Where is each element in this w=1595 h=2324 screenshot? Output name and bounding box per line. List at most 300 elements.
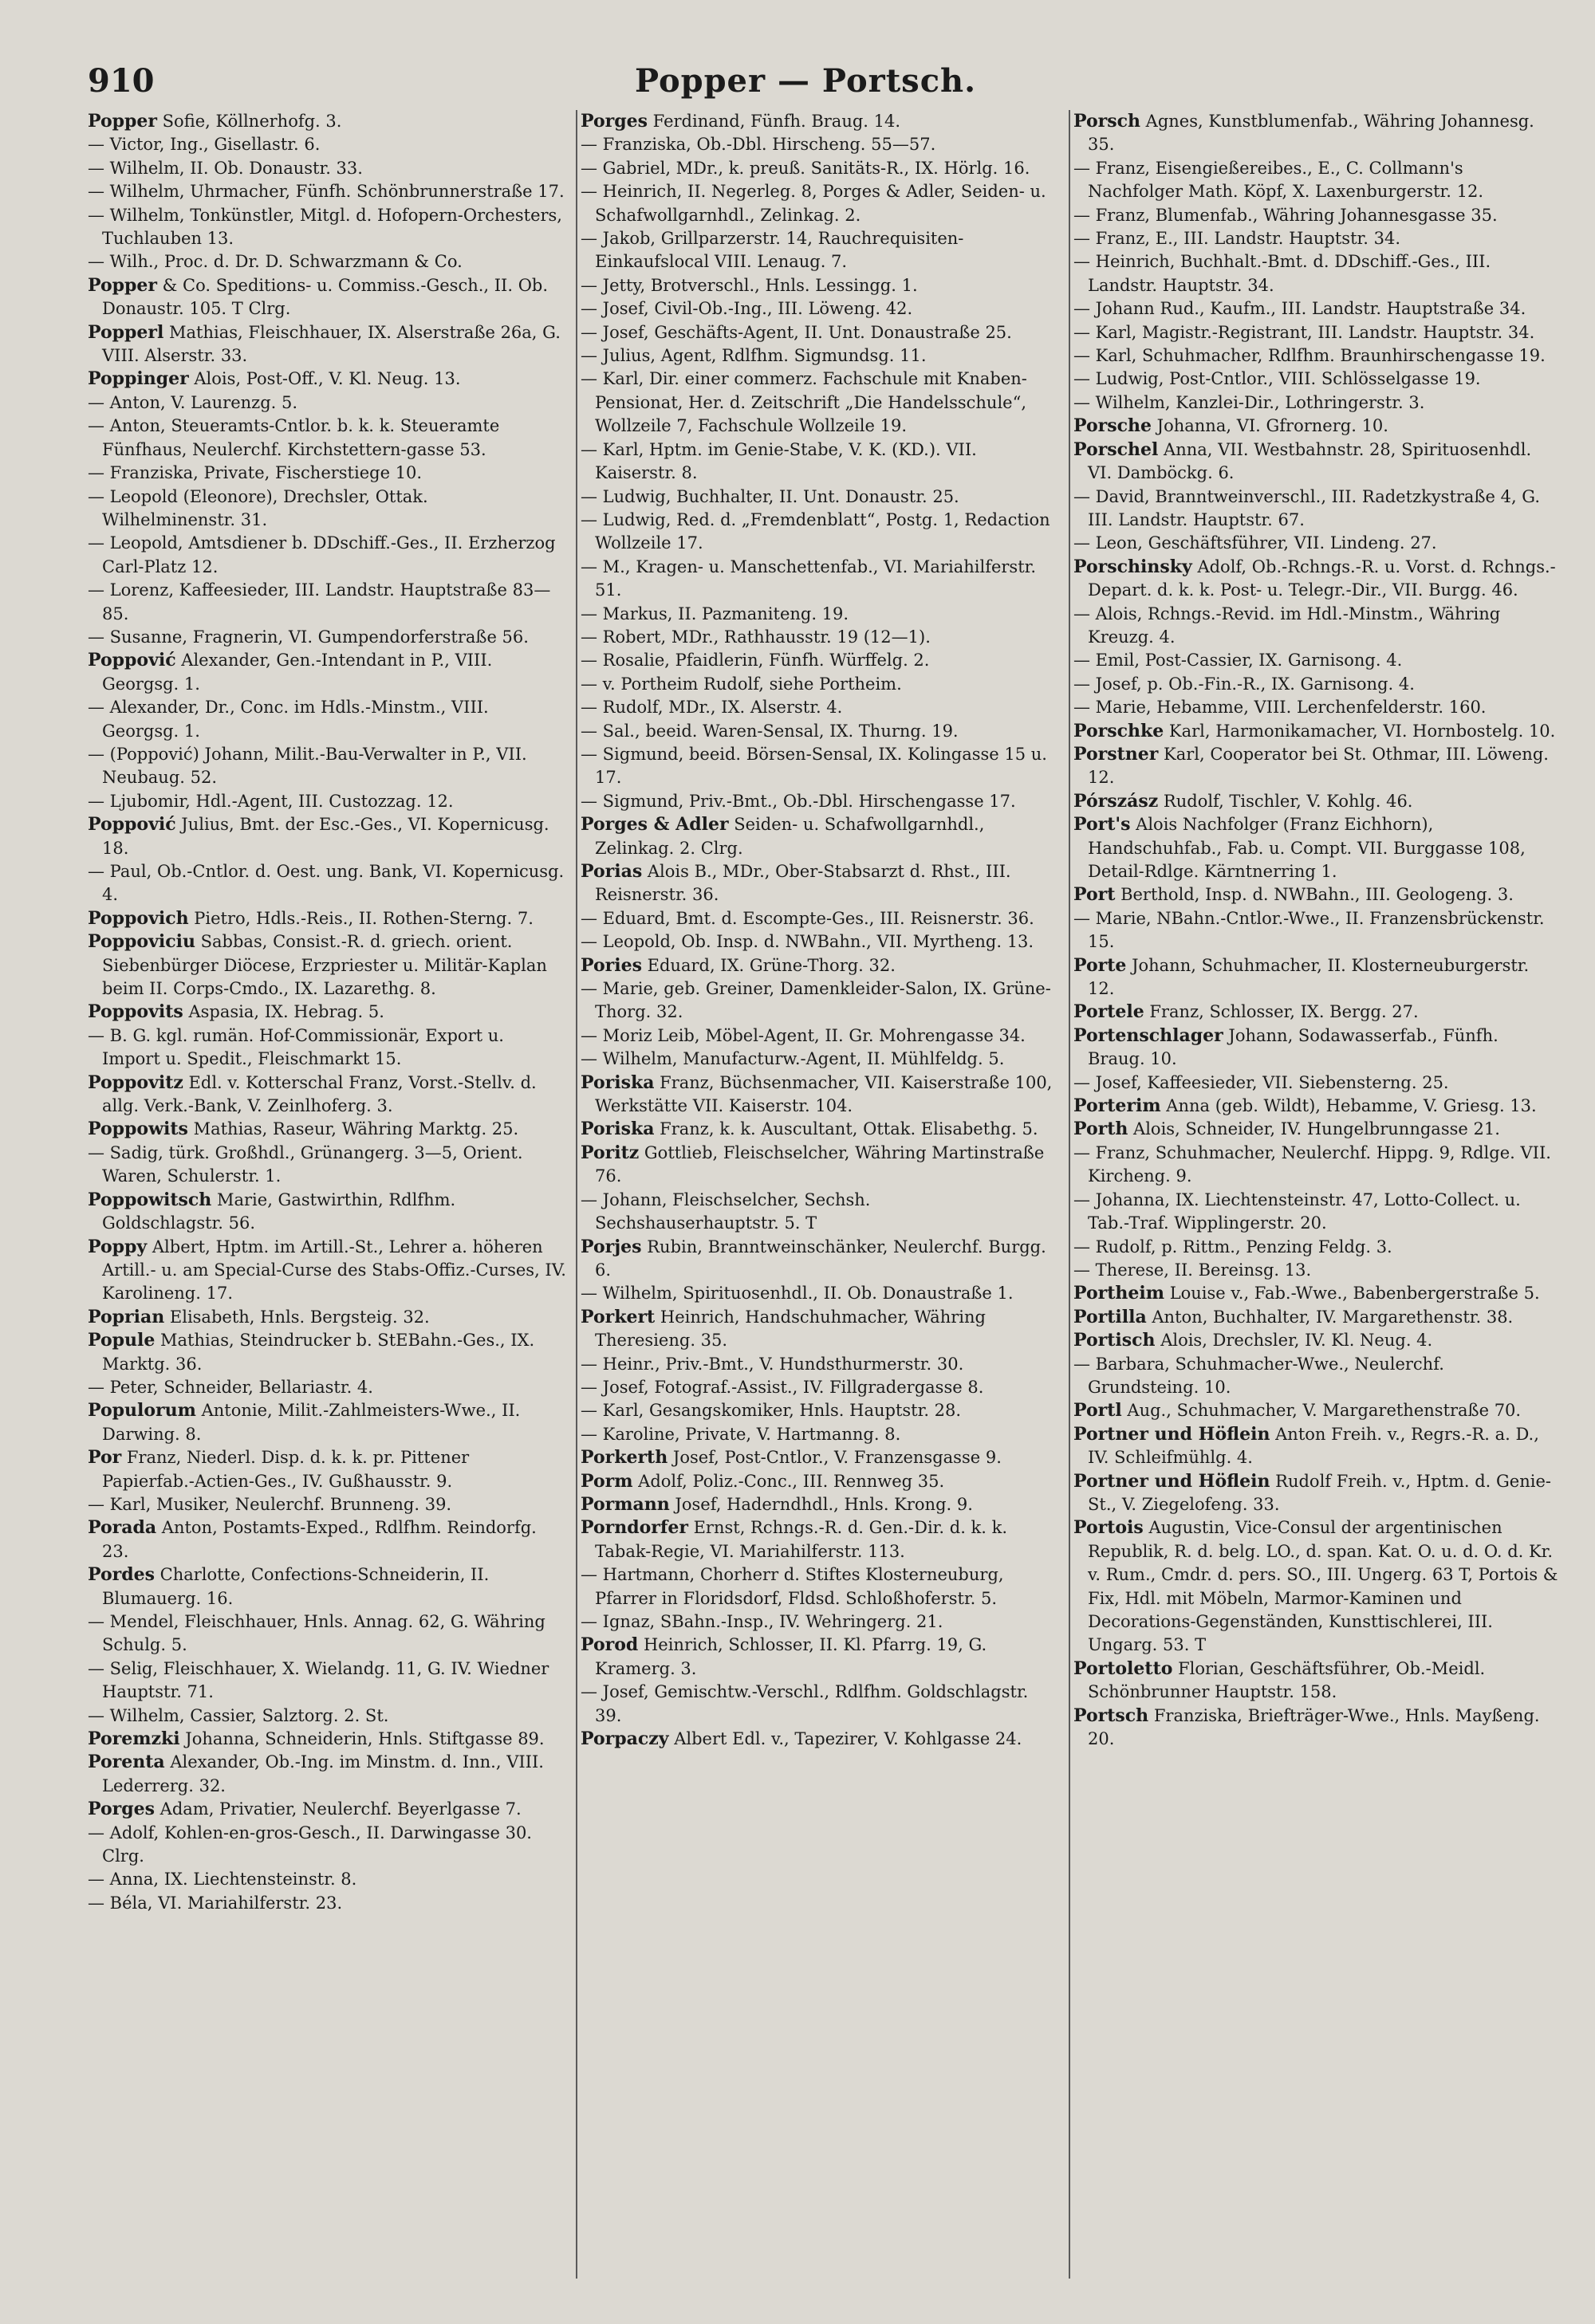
entry-surname: Portner und Höflein — [1073, 1423, 1270, 1445]
directory-entry — [581, 1493, 1059, 1516]
directory-entry — [581, 1516, 1059, 1563]
directory-entry — [1073, 321, 1559, 344]
directory-entry — [88, 626, 566, 649]
directory-entry — [1073, 649, 1559, 672]
entry-text: — Franziska, Private, Fischerstiege 10. — [88, 463, 423, 483]
entry-surname: Poprian — [88, 1306, 165, 1327]
directory-entry — [581, 977, 1059, 1024]
directory-entry — [581, 1024, 1059, 1048]
directory-entry — [1073, 227, 1559, 250]
entry-text: — Josef, p. Ob.-Fin.-R., IX. Garnisong. 4. — [1073, 674, 1415, 694]
entry-text: — Emil, Post-Cassier, IX. Garnisong. 4. — [1073, 651, 1403, 670]
directory-entry — [88, 415, 566, 462]
entry-surname: Portoletto — [1073, 1657, 1173, 1679]
directory-entry — [581, 813, 1059, 860]
directory-entry — [88, 1189, 566, 1236]
entry-text: Antonie, Milit.-Zahlmeisters-Wwe., II. Darwing. 8. — [102, 1401, 521, 1444]
entry-text: — Johann Rud., Kaufm., III. Landstr. Hauptstraße 34. — [1073, 299, 1526, 319]
entry-surname: Poppowitsch — [88, 1189, 212, 1210]
entry-text: — Rudolf, p. Rittm., Penzing Feldg. 3. — [1073, 1237, 1392, 1256]
directory-entry — [581, 157, 1059, 180]
directory-entry — [581, 649, 1059, 672]
entry-text: Adam, Privatier, Neulerchf. Beyerlgasse 7. — [154, 1799, 522, 1819]
directory-entry — [581, 1376, 1059, 1399]
entry-text: Sofie, Köllnerhofg. 3. — [156, 112, 342, 131]
directory-entry — [581, 133, 1059, 156]
entry-surname: Pordes — [88, 1564, 155, 1586]
directory-entry — [581, 1072, 1059, 1119]
entry-text: Ferdinand, Fünfh. Braug. 14. — [647, 112, 901, 131]
entry-text: — Franz, E., III. Landstr. Hauptstr. 34. — [1073, 229, 1401, 249]
entry-text: Franz, Schlosser, IX. Bergg. 27. — [1144, 1002, 1419, 1022]
directory-entry — [88, 133, 566, 156]
entry-text: — Anna, IX. Liechtensteinstr. 8. — [88, 1870, 357, 1889]
entry-surname: Porte — [1073, 954, 1127, 976]
entry-text: Rudolf Freih. v., Hptm. d. Genie-St., V. Ziegelofeng. 33. — [1088, 1471, 1551, 1514]
entry-text: Franz, k. k. Auscultant, Ottak. Elisabethg. 5. — [654, 1119, 1038, 1139]
entry-text: Anna, VII. Westbahnstr. 28, Spirituosenhdl. VI. Damböckg. 6. — [1088, 439, 1532, 483]
entry-surname: Port's — [1073, 814, 1131, 836]
entry-text: Alexander, Ob.-Ing. im Minstm. d. Inn., VIII. Lederrerg. 32. — [102, 1752, 544, 1795]
entry-text: — Rudolf, MDr., IX. Alserstr. 4. — [581, 698, 843, 718]
directory-entry — [1073, 1329, 1559, 1352]
entry-text: Anna (geb. Wildt), Hebamme, V. Griesg. 13. — [1160, 1096, 1537, 1116]
entry-text: — Johann, Fleischselcher, Sechsh. Sechshauserhauptstr. 5. T — [581, 1190, 871, 1233]
entry-text: Edl. v. Kotterschal Franz, Vorst.-Stellv. d. allg. Verk.-Bank, V. Zeinlhoferg. 3. — [102, 1072, 537, 1116]
entry-text: — Leopold, Ob. Insp. d. NWBahn., VII. Myrtheng. 13. — [581, 932, 1034, 952]
entry-text: Johann, Sodawasserfab., Fünfh. Braug. 10. — [1088, 1025, 1499, 1069]
directory-entry — [88, 579, 566, 626]
directory-entry — [1073, 1470, 1559, 1517]
entry-text: — Josef, Kaffeesieder, VII. Siebensterng. 25. — [1073, 1072, 1449, 1092]
directory-entry — [1073, 1259, 1559, 1282]
directory-entry — [88, 157, 566, 180]
entry-text: Albert, Hptm. im Artill.-St., Lehrer a. höheren Artill.- u. am Special-Curse des Stabs-Offiz.-Curses, IV. Karolineng. 17. — [102, 1237, 566, 1304]
entry-text: Aug., Schuhmacher, V. Margarethenstraße 70. — [1121, 1401, 1522, 1421]
entry-text: — Karl, Hptm. im Genie-Stabe, V. K. (KD.). VII. Kaiserstr. 8. — [581, 439, 977, 483]
directory-entry — [1073, 954, 1559, 1001]
entry-text: — Mendel, Fleischhauer, Hnls. Annag. 62, G. Währing Schulg. 5. — [88, 1612, 545, 1655]
directory-entry — [1073, 720, 1559, 743]
directory-entry — [88, 1516, 566, 1563]
directory-entry — [1073, 368, 1559, 391]
entry-text: — Ludwig, Buchhalter, II. Unt. Donaustr. 25. — [581, 486, 959, 506]
entry-text: — Jetty, Brotverschl., Hnls. Lessingg. 1. — [581, 275, 918, 295]
entry-text: — Sadig, türk. Großhdl., Grünangerg. 3—5, Orient. Waren, Schulerstr. 1. — [88, 1142, 523, 1186]
entry-text: — Victor, Ing., Gisellastr. 6. — [88, 135, 321, 155]
entry-text: — Johanna, IX. Liechtensteinstr. 47, Lotto-Collect. u. Tab.-Traf. Wipplingerstr. 20. — [1073, 1190, 1521, 1233]
directory-entry — [88, 860, 566, 907]
entry-text: — Karl, Musiker, Neulerchf. Brunneng. 39. — [88, 1494, 452, 1514]
entry-text: Karl, Cooperator bei St. Othmar, III. Löweng. 12. — [1088, 744, 1549, 788]
directory-entry — [1073, 1118, 1559, 1141]
entry-surname: Porges — [581, 111, 648, 132]
directory-entry — [88, 790, 566, 813]
directory-entry — [1073, 1236, 1559, 1259]
entry-text: Rubin, Branntweinschänker, Neulerchf. Burgg. 6. — [595, 1237, 1046, 1280]
entry-surname: Poppović — [88, 814, 176, 836]
directory-entry — [88, 368, 566, 391]
directory-entry — [581, 344, 1059, 368]
entry-surname: Porias — [581, 861, 643, 882]
entry-text: — Jakob, Grillparzerstr. 14, Rauchrequisiten-Einkaufslocal VIII. Lenaug. 7. — [581, 229, 964, 272]
entry-text: — Marie, NBahn.-Cntlor.-Wwe., II. Franzensbrückenstr. 15. — [1073, 908, 1545, 952]
directory-entry — [1073, 1142, 1559, 1189]
directory-entry — [88, 321, 566, 368]
entry-text: — Anton, V. Laurenzg. 5. — [88, 392, 298, 412]
directory-entry — [1073, 813, 1559, 883]
directory-entry — [581, 556, 1059, 603]
entry-text: — Karl, Gesangskomiker, Hnls. Hauptstr. 28. — [581, 1401, 962, 1421]
directory-entry — [581, 1423, 1059, 1446]
directory-entry — [88, 1728, 566, 1751]
directory-entry — [581, 790, 1059, 813]
entry-text: — Paul, Ob.-Cntlor. d. Oest. ung. Bank, VI. Kopernicusg. 4. — [88, 862, 565, 905]
entry-surname: Porschke — [1073, 720, 1164, 741]
entry-surname: Port — [1073, 884, 1116, 906]
entry-text: Julius, Bmt. der Esc.-Ges., VI. Kopernicusg. 18. — [102, 815, 549, 858]
page-number: 910 — [88, 62, 155, 100]
entry-surname: Poppovits — [88, 1001, 183, 1023]
directory-entry — [88, 1001, 566, 1024]
entry-surname: Poritz — [581, 1142, 640, 1163]
entry-text: — (Poppović) Johann, Milit.-Bau-Verwalter in P., VII. Neubaug. 52. — [88, 744, 527, 788]
entry-surname: Pories — [581, 954, 642, 976]
entry-text: Rudolf, Tischler, V. Kohlg. 46. — [1158, 791, 1413, 811]
entry-text: Louise v., Fab.-Wwe., Babenbergerstraße 5. — [1164, 1284, 1540, 1304]
directory-entry — [581, 1563, 1059, 1610]
entry-surname: Porada — [88, 1517, 157, 1539]
directory-entry — [88, 930, 566, 1001]
directory-entry — [581, 860, 1059, 907]
entry-text: — Ljubomir, Hdl.-Agent, III. Custozzag. 12. — [88, 791, 454, 811]
directory-entry — [581, 626, 1059, 649]
entry-text: Alexander, Gen.-Intendant in P., VIII. Georgsg. 1. — [102, 651, 493, 694]
directory-entry — [581, 696, 1059, 719]
directory-entry — [1073, 907, 1559, 954]
entry-surname: Popule — [88, 1330, 156, 1351]
directory-entry — [88, 274, 566, 321]
entry-text: — Anton, Steueramts-Cntlor. b. k. k. Steueramte Fünfhaus, Neulerchf. Kirchstettern-gasse 53. — [88, 416, 500, 459]
entry-text: — Béla, VI. Mariahilferstr. 23. — [88, 1893, 343, 1913]
directory-entry — [581, 1353, 1059, 1376]
entry-text: — Julius, Agent, Rdlfhm. Sigmundsg. 11. — [581, 346, 927, 366]
directory-entry — [581, 227, 1059, 274]
directory-entry — [1073, 1072, 1559, 1095]
directory-entry — [88, 250, 566, 273]
entry-text: — Wilhelm, Tonkünstler, Mitgl. d. Hofopern-Orchesters, Tuchlauben 13. — [88, 205, 562, 249]
entry-text: — Marie, Hebamme, VIII. Lerchenfelderstr. 160. — [1073, 698, 1487, 718]
directory-entry — [581, 907, 1059, 930]
directory-entry — [1073, 1189, 1559, 1236]
entry-surname: Porm — [581, 1470, 633, 1492]
directory-entry — [88, 1118, 566, 1141]
entry-surname: Porpaczy — [581, 1728, 669, 1750]
directory-entry — [1073, 673, 1559, 696]
directory-entry — [88, 649, 566, 696]
entry-text: — Sal., beeid. Waren-Sensal, IX. Thurng. 19. — [581, 721, 959, 741]
entry-text: — Ludwig, Post-Cntlor., VIII. Schlösselgasse 19. — [1073, 369, 1481, 389]
entry-surname: Pórszász — [1073, 790, 1159, 812]
entry-surname: Porschinsky — [1073, 556, 1192, 577]
entry-text: Aspasia, IX. Hebrag. 5. — [183, 1002, 384, 1022]
entry-text: Florian, Geschäftsführer, Ob.-Meidl. Schönbrunner Hauptstr. 158. — [1088, 1658, 1486, 1702]
directory-entry — [581, 1048, 1059, 1071]
entry-text: — Franz, Schuhmacher, Neulerchf. Hippg. 9, Rdlge. VII. Kircheng. 9. — [1073, 1142, 1551, 1186]
entry-surname: Porsche — [1073, 415, 1152, 437]
directory-entry — [1073, 603, 1559, 650]
directory-entry — [581, 486, 1059, 509]
directory-entry — [581, 603, 1059, 626]
entry-surname: Portner und Höflein — [1073, 1470, 1270, 1492]
directory-entry — [88, 532, 566, 579]
column-3 — [1073, 110, 1559, 2279]
entry-surname: Porkert — [581, 1306, 656, 1327]
entry-text: — Leon, Geschäftsführer, VII. Lindeng. 27. — [1073, 533, 1437, 553]
directory-entry — [1073, 344, 1559, 368]
entry-surname: Porenta — [88, 1752, 165, 1773]
entry-surname: Porschel — [1073, 438, 1159, 460]
entry-text: Albert Edl. v., Tapezirer, V. Kohlgasse 24. — [668, 1729, 1022, 1749]
directory-entry — [1073, 1001, 1559, 1024]
directory-entry — [88, 391, 566, 415]
entry-surname: Portl — [1073, 1400, 1122, 1422]
entry-text: Agnes, Kunstblumenfab., Währing Johannesg. 35. — [1088, 112, 1534, 155]
entry-surname: Popper — [88, 274, 157, 296]
directory-entry — [581, 1681, 1059, 1728]
directory-entry — [581, 930, 1059, 954]
directory-entry — [1073, 1705, 1559, 1752]
directory-entry — [88, 696, 566, 743]
directory-entry — [1073, 1399, 1559, 1422]
entry-text: Adolf, Poliz.-Conc., III. Rennweg 35. — [632, 1471, 945, 1491]
directory-entry — [88, 1610, 566, 1657]
directory-entry — [88, 1705, 566, 1728]
directory-entry — [581, 1118, 1059, 1141]
entry-surname: Poriska — [581, 1119, 655, 1140]
directory-entry — [581, 1306, 1059, 1353]
directory-entry — [1073, 438, 1559, 486]
directory-columns — [88, 110, 1559, 2279]
entry-text: — Barbara, Schuhmacher-Wwe., Neulerchf. Grundsteing. 10. — [1073, 1354, 1444, 1397]
directory-entry — [581, 274, 1059, 297]
entry-text: Seiden- u. Schafwollgarnhdl., Zelinkag. 2. Clrg. — [595, 815, 985, 858]
entry-text: Marie, Gastwirthin, Rdlfhm. Goldschlagstr. 56. — [102, 1190, 456, 1233]
directory-entry — [1073, 1306, 1559, 1329]
entry-text: Elisabeth, Hnls. Bergsteig. 32. — [164, 1307, 430, 1327]
directory-entry — [88, 1892, 566, 1915]
directory-entry — [1073, 1657, 1559, 1705]
entry-text: Mathias, Fleischhauer, IX. Alserstraße 26a, G. VIII. Alserstr. 33. — [102, 322, 561, 366]
directory-entry — [1073, 556, 1559, 603]
entry-text: — Alexander, Dr., Conc. im Hdls.-Minstm., VIII. Georgsg. 1. — [88, 698, 489, 741]
entry-text: Sabbas, Consist.-R. d. griech. orient. Siebenbürger Diöcese, Erzpriester u. Militär-Kaplan beim II. Corps-Cmdo., IX. Lazarethg. 8. — [102, 932, 547, 999]
entry-text: Gottlieb, Fleischselcher, Währing Martinstraße 76. — [595, 1142, 1045, 1186]
directory-entry — [581, 1610, 1059, 1634]
entry-text: — B. G. kgl. rumän. Hof-Commissionär, Export u. Import u. Spedit., Fleischmarkt 15. — [88, 1025, 504, 1069]
directory-entry — [1073, 391, 1559, 415]
directory-entry — [88, 1072, 566, 1119]
entry-surname: Porkerth — [581, 1447, 668, 1469]
entry-surname: Poppovich — [88, 907, 189, 929]
column-1 — [88, 110, 566, 2279]
entry-surname: Porjes — [581, 1236, 642, 1257]
directory-entry — [88, 1751, 566, 1798]
entry-text: Josef, Haderndhdl., Hnls. Krong. 9. — [669, 1494, 973, 1514]
entry-text: Franziska, Briefträger-Wwe., Hnls. Mayßeng. 20. — [1088, 1705, 1540, 1749]
directory-entry — [1073, 415, 1559, 438]
directory-entry — [1073, 1095, 1559, 1118]
entry-text: Heinrich, Handschuhmacher, Währing Theresieng. 35. — [595, 1307, 986, 1351]
entry-surname: Porth — [1073, 1119, 1128, 1140]
directory-entry — [1073, 157, 1559, 204]
directory-entry — [581, 321, 1059, 344]
directory-entry — [1073, 297, 1559, 320]
directory-entry — [1073, 1024, 1559, 1072]
entry-text: Anton, Postamts-Exped., Rdlfhm. Reindorfg. 23. — [102, 1518, 537, 1561]
entry-surname: Portenschlager — [1073, 1024, 1223, 1046]
entry-text: Johanna, Schneiderin, Hnls. Stiftgasse 89. — [179, 1729, 545, 1749]
page-header — [88, 62, 1523, 107]
entry-text: Augustin, Vice-Consul der argentinischen Republik, R. d. belg. LO., d. span. Kat. O. u. d. O. d. Kr. v. Rum., Cmdr. d. pers. SO., III. Ungerg. 63 T, Portois & Fix, Hdl. mit Möbeln, Marmor-Kaminen und Decorations-Gegenständen, Kunsttischlerei, III. Ungarg. 53. T — [1088, 1518, 1558, 1655]
entry-text: — Wilh., Proc. d. Dr. D. Schwarzmann & Co. — [88, 252, 463, 272]
directory-entry — [88, 1142, 566, 1189]
entry-text: — Karl, Schuhmacher, Rdlfhm. Braunhirschengasse 19. — [1073, 346, 1546, 366]
entry-text: Alois B., MDr., Ober-Stabsarzt d. Rhst., III. Reisnerstr. 36. — [595, 862, 1011, 905]
entry-surname: Populorum — [88, 1400, 196, 1422]
entry-text: Anton, Buchhalter, IV. Margarethenstr. 38. — [1146, 1307, 1514, 1327]
entry-text: Eduard, IX. Grüne-Thorg. 32. — [641, 955, 896, 975]
entry-surname: Poriska — [581, 1072, 655, 1093]
entry-surname: Porges & Adler — [581, 814, 729, 836]
directory-entry — [1073, 110, 1559, 157]
entry-text: — Heinrich, II. Negerleg. 8, Porges & Adler, Seiden- u. Schafwollgarnhdl., Zelinkag. 2. — [581, 182, 1046, 225]
directory-entry — [1073, 250, 1559, 297]
entry-text: — Sigmund, beeid. Börsen-Sensal, IX. Kolingasse 15 u. 17. — [581, 744, 1047, 788]
entry-surname: Popperl — [88, 321, 164, 343]
entry-text: — Franz, Eisengießereibes., E., C. Collmann's Nachfolger Math. Köpf, X. Laxenburgerstr. 12. — [1073, 158, 1483, 202]
entry-text: — Adolf, Kohlen-en-gros-Gesch., II. Darwingasse 30. Clrg. — [88, 1823, 532, 1866]
directory-entry — [581, 110, 1059, 133]
entry-text: Alois Nachfolger (Franz Eichhorn), Handschuhfab., Fab. u. Compt. VII. Burggasse 108, Detail-Rdlge. Kärntnerring 1. — [1088, 815, 1526, 881]
directory-entry — [581, 1142, 1059, 1189]
directory-entry — [88, 907, 566, 930]
entry-text: Berthold, Insp. d. NWBahn., III. Geologeng. 3. — [1115, 885, 1514, 905]
directory-entry — [581, 1236, 1059, 1283]
directory-entry — [88, 1306, 566, 1329]
entry-text: — Gabriel, MDr., k. preuß. Sanitäts-R., IX. Hörlg. 16. — [581, 158, 1030, 178]
entry-surname: Portilla — [1073, 1306, 1147, 1327]
entry-surname: Poppovitz — [88, 1072, 183, 1093]
directory-entry — [581, 720, 1059, 743]
directory-entry — [1073, 204, 1559, 227]
entry-text: — Wilhelm, Manufacturw.-Agent, II. Mühlfeldg. 5. — [581, 1049, 1005, 1069]
entry-text: — Franziska, Ob.-Dbl. Hirscheng. 55—57. — [581, 135, 936, 155]
directory-entry — [1073, 486, 1559, 533]
directory-entry — [88, 1563, 566, 1610]
entry-text: — Selig, Fleischhauer, X. Wielandg. 11, G. IV. Wiedner Hauptstr. 71. — [88, 1658, 549, 1702]
directory-entry — [581, 1282, 1059, 1305]
entry-surname: Portsch — [1073, 1705, 1149, 1726]
directory-entry — [88, 813, 566, 860]
entry-surname: Poppović — [88, 650, 176, 671]
entry-text: — Franz, Blumenfab., Währing Johannesgasse 35. — [1073, 205, 1498, 225]
entry-surname: Poppinger — [88, 368, 189, 390]
entry-surname: Poremzki — [88, 1728, 180, 1750]
entry-text: & Co. Speditions- u. Commiss.-Gesch., II. Ob. Donaustr. 105. T Clrg. — [102, 275, 549, 319]
entry-text: Pietro, Hdls.-Reis., II. Rothen-Sterng. 7. — [188, 908, 534, 928]
entry-text: — Rosalie, Pfaidlerin, Fünfh. Würffelg. 2. — [581, 651, 930, 670]
directory-entry — [581, 438, 1059, 486]
entry-text: Charlotte, Confections-Schneiderin, II. Blumauerg. 16. — [102, 1565, 490, 1608]
entry-text: — M., Kragen- u. Manschettenfab., VI. Mariahilferstr. 51. — [581, 556, 1037, 600]
directory-entry — [581, 368, 1059, 438]
entry-text: — Peter, Schneider, Bellariastr. 4. — [88, 1377, 373, 1397]
directory-entry — [1073, 696, 1559, 719]
entry-text: Anton Freih. v., Regrs.-R. a. D., IV. Schleifmühlg. 4. — [1088, 1424, 1539, 1468]
entry-text: — Moriz Leib, Möbel-Agent, II. Gr. Mohrengasse 34. — [581, 1025, 1026, 1045]
directory-entry — [88, 180, 566, 203]
directory-entry — [1073, 1282, 1559, 1305]
entry-text: — Ludwig, Red. d. „Fremdenblatt“, Postg. 1, Redaction Wollzeile 17. — [581, 509, 1050, 553]
entry-text: — Wilhelm, II. Ob. Donaustr. 33. — [88, 158, 363, 178]
entry-text: — Heinrich, Buchhalt.-Bmt. d. DDschiff.-Ges., III. Landstr. Hauptstr. 34. — [1073, 252, 1491, 295]
entry-surname: Porsch — [1073, 111, 1140, 132]
directory-entry — [88, 1024, 566, 1072]
entry-text: Franz, Büchsenmacher, VII. Kaiserstraße 100, Werkstätte VII. Kaiserstr. 104. — [595, 1072, 1053, 1116]
entry-text: Alois, Schneider, IV. Hungelbrunngasse 21. — [1128, 1119, 1500, 1139]
entry-text: — Marie, geb. Greiner, Damenkleider-Salon, IX. Grüne-Thorg. 32. — [581, 979, 1051, 1022]
directory-entry — [1073, 532, 1559, 555]
entry-text: — Josef, Fotograf.-Assist., IV. Fillgradergasse 8. — [581, 1377, 984, 1397]
entry-text: — Leopold (Eleonore), Drechsler, Ottak. Wilhelminenstr. 31. — [88, 486, 428, 529]
entry-surname: Por — [88, 1447, 122, 1469]
entry-text: — Markus, II. Pazmaniteng. 19. — [581, 604, 849, 623]
entry-text: Alois, Drechsler, IV. Kl. Neug. 4. — [1155, 1331, 1433, 1351]
directory-entry — [581, 509, 1059, 556]
entry-text: — Wilhelm, Cassier, Salztorg. 2. St. — [88, 1705, 389, 1725]
entry-text: — Sigmund, Priv.-Bmt., Ob.-Dbl. Hirschengasse 17. — [581, 791, 1016, 811]
entry-text: — Karl, Dir. einer commerz. Fachschule mit Knaben-Pensionat, Her. d. Zeitschrift „Die Handelsschule“, Wollzeile 7, Fachschule Wollzeile 19. — [581, 369, 1027, 436]
directory-entry — [88, 1822, 566, 1869]
directory-entry — [88, 110, 566, 133]
entry-text: Franz, Niederl. Disp. d. k. k. pr. Pittener Papierfab.-Actien-Ges., IV. Gußhausstr. 9. — [102, 1448, 470, 1491]
directory-entry — [88, 1446, 566, 1493]
entry-surname: Porterim — [1073, 1095, 1161, 1117]
entry-text: — Lorenz, Kaffeesieder, III. Landstr. Hauptstraße 83—85. — [88, 580, 551, 623]
entry-surname: Porges — [88, 1799, 155, 1820]
directory-entry — [88, 462, 566, 485]
directory-entry — [88, 486, 566, 533]
directory-entry — [88, 1657, 566, 1705]
entry-text: — David, Branntweinverschl., III. Radetzkystraße 4, G. III. Landstr. Hauptstr. 67. — [1073, 486, 1540, 529]
entry-text: — Wilhelm, Uhrmacher, Fünfh. Schönbrunnerstraße 17. — [88, 182, 565, 202]
entry-surname: Pormann — [581, 1493, 670, 1515]
entry-text: — Leopold, Amtsdiener b. DDschiff.-Ges., II. Erzherzog Carl-Platz 12. — [88, 533, 556, 576]
entry-text: — Ignaz, SBahn.-Insp., IV. Wehringerg. 21. — [581, 1612, 943, 1631]
entry-text: — Robert, MDr., Rathhausstr. 19 (12—1). — [581, 627, 931, 647]
directory-entry — [581, 1189, 1059, 1236]
directory-entry — [581, 297, 1059, 320]
directory-entry — [88, 204, 566, 251]
entry-text: — Susanne, Fragnerin, VI. Gumpendorferstraße 56. — [88, 627, 529, 647]
entry-text: Mathias, Raseur, Währing Marktg. 25. — [187, 1119, 519, 1139]
directory-entry — [581, 1470, 1059, 1493]
entry-surname: Porod — [581, 1634, 639, 1656]
entry-text: — Heinr., Priv.-Bmt., V. Hundsthurmerstr. 30. — [581, 1354, 964, 1374]
entry-surname: Porndorfer — [581, 1517, 688, 1539]
directory-entry — [88, 1399, 566, 1446]
